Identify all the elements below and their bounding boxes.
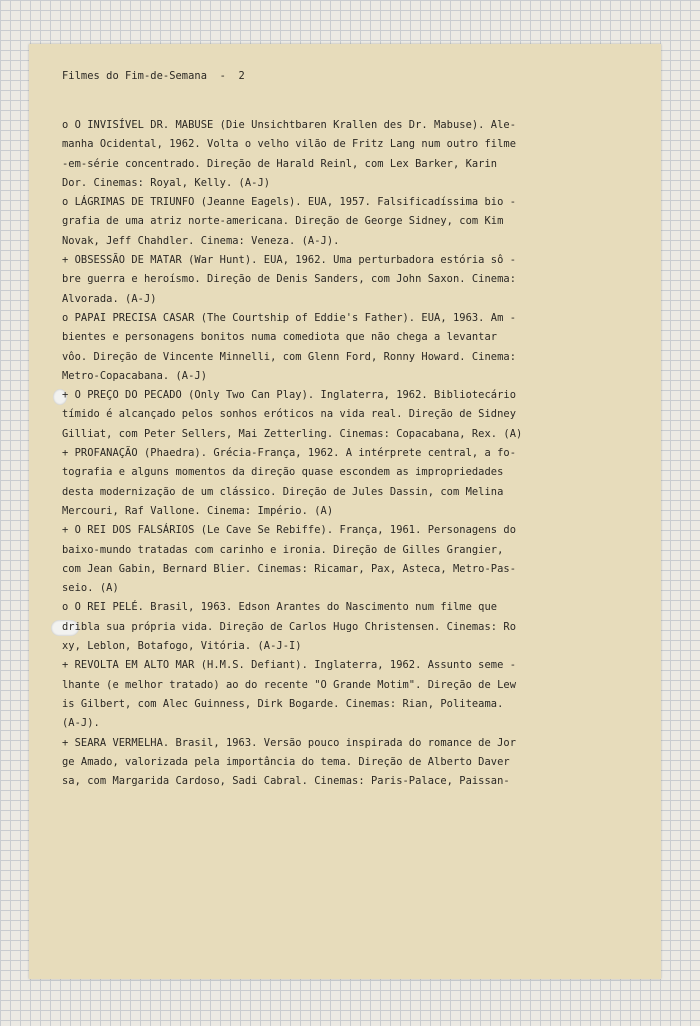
text-line: xy, Leblon, Botafogo, Vitória. (A-J-I): [62, 640, 302, 653]
page-header: Filmes do Fim-de-Semana - 2: [62, 70, 245, 82]
text-line: o O REI PELÉ. Brasil, 1963. Edson Arantes do Nascimento num filme que: [62, 601, 498, 614]
text-line: + SEARA VERMELHA. Brasil, 1963. Versão pouco inspirada do romance de Jor: [62, 736, 517, 749]
text-line: (A-J).: [62, 717, 100, 730]
text-line: tímido é alcançado pelos sonhos eróticos na vida real. Direção de Sidney: [62, 408, 517, 421]
text-line: dribla sua própria vida. Direção de Carlos Hugo Christensen. Cinemas: Ro: [62, 620, 517, 633]
text-line: lhante (e melhor tratado) ao do recente "O Grande Motim". Direção de Lew: [62, 678, 517, 691]
typed-text: [62, 68, 642, 791]
text-line: seio. (A): [62, 582, 119, 595]
text-line: baixo-mundo tratadas com carinho e ironia. Direção de Gilles Grangier,: [62, 543, 504, 556]
text-line: is Gilbert, com Alec Guinness, Dirk Bogarde. Cinemas: Rian, Politeama.: [62, 697, 504, 710]
text-line: Novak, Jeff Chahdler. Cinema: Veneza. (A-J).: [62, 234, 340, 247]
text-line: grafia de uma atriz norte-americana. Direção de George Sidney, com Kim: [62, 215, 504, 228]
text-line: Metro-Copacabana. (A-J): [62, 369, 208, 382]
text-line: com Jean Gabin, Bernard Blier. Cinemas: Ricamar, Pax, Asteca, Metro-Pas-: [62, 562, 517, 575]
text-line: + REVOLTA EM ALTO MAR (H.M.S. Defiant). Inglaterra, 1962. Assunto seme -: [62, 659, 517, 672]
text-line: Gilliat, com Peter Sellers, Mai Zetterling. Cinemas: Copacabana, Rex. (A): [62, 427, 523, 440]
text-line: tografia e alguns momentos da direção quase escondem as impropriedades: [62, 466, 504, 479]
text-line: Alvorada. (A-J): [62, 292, 157, 305]
text-line: ge Amado, valorizada pela importância do tema. Direção de Alberto Daver: [62, 755, 510, 768]
text-line: o O INVISÍVEL DR. MABUSE (Die Unsichtbaren Krallen des Dr. Mabuse). Ale-: [62, 119, 517, 131]
text-line: desta modernização de um clássico. Direção de Jules Dassin, com Melina: [62, 485, 504, 498]
text-line: + PROFANAÇÃO (Phaedra). Grécia-França, 1962. A intérprete central, a fo-: [62, 447, 517, 460]
text-line: bientes e personagens bonitos numa comediota que não chega a levantar: [62, 331, 498, 344]
text-line: vôo. Direção de Vincente Minnelli, com Glenn Ford, Ronny Howard. Cinema:: [62, 350, 517, 363]
text-line: Dor. Cinemas: Royal, Kelly. (A-J): [62, 176, 271, 189]
text-line: + O PREÇO DO PECADO (Only Two Can Play). Inglaterra, 1962. Bibliotecário: [62, 389, 517, 402]
text-line: -em-série concentrado. Direção de Harald Reinl, com Lex Barker, Karin: [62, 157, 498, 170]
text-line: o PAPAI PRECISA CASAR (The Courtship of Eddie's Father). EUA, 1963. Am -: [62, 311, 517, 324]
text-line: o LÁGRIMAS DE TRIUNFO (Jeanne Eagels). EUA, 1957. Falsificadíssima bio -: [62, 196, 517, 209]
text-line: manha Ocidental, 1962. Volta o velho vilão de Fritz Lang num outro filme: [62, 138, 517, 151]
text-line: + O REI DOS FALSÁRIOS (Le Cave Se Rebiffe). França, 1961. Personagens do: [62, 524, 517, 537]
text-line: sa, com Margarida Cardoso, Sadi Cabral. Cinemas: Paris-Palace, Paissan-: [62, 775, 510, 788]
text-line: + OBSESSÃO DE MATAR (War Hunt). EUA, 1962. Uma perturbadora estória sô -: [62, 254, 517, 267]
text-line: Mercouri, Raf Vallone. Cinema: Império. (A): [62, 504, 334, 517]
review-list: [62, 116, 642, 791]
text-line: bre guerra e heroísmo. Direção de Denis Sanders, com John Saxon. Cinema:: [62, 273, 517, 286]
